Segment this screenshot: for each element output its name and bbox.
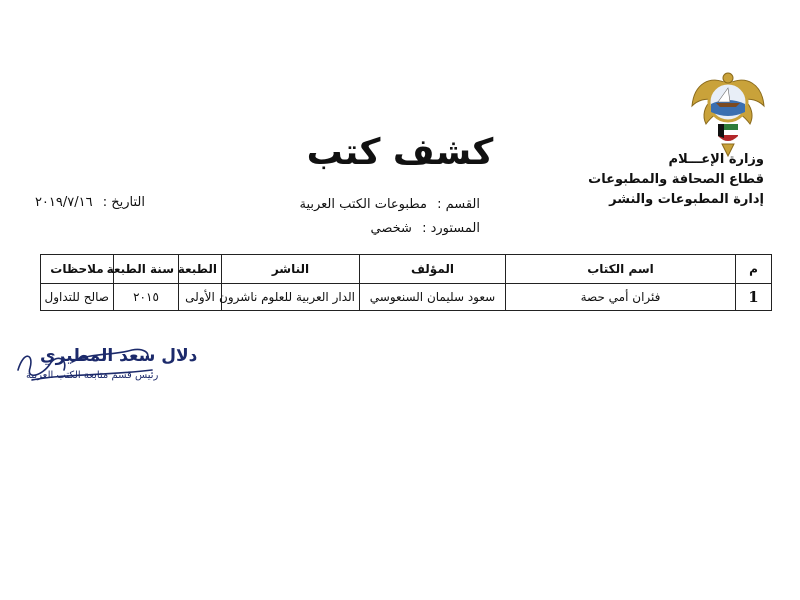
- column-header-edition: الطبعة: [179, 255, 222, 284]
- column-header-publisher: الناشر: [222, 255, 360, 284]
- cell-index: 1: [736, 284, 772, 311]
- cell-publisher: الدار العربية للعلوم ناشرون: [222, 284, 360, 311]
- section-line: [299, 197, 480, 212]
- section-value: مطبوعات الكتب العربية: [299, 197, 427, 212]
- signatory-name: دلال سعد المطيري: [40, 346, 198, 366]
- importer-line: [371, 221, 480, 236]
- column-header-index: م: [736, 255, 772, 284]
- cell-edition: الأولى: [179, 284, 222, 311]
- column-header-author: المؤلف: [360, 255, 506, 284]
- date-label: التاريخ :: [102, 195, 145, 210]
- date-line: [35, 195, 145, 210]
- document-title: كشف كتب: [306, 132, 494, 173]
- department-name: إدارة المطبوعات والنشر: [609, 192, 764, 207]
- date-value: ٢٠١٩/٧/١٦: [34, 195, 93, 210]
- sector-name: قطاع الصحافة والمطبوعات: [588, 172, 764, 187]
- cell-edition-year: ٢٠١٥: [114, 284, 179, 311]
- ministry-name: وزارة الإعـــلام: [668, 152, 764, 167]
- signatory-title: رئيس قسم متابعة الكتب العربية: [26, 370, 159, 381]
- section-label: القسم :: [437, 197, 480, 212]
- table-row: [41, 284, 772, 311]
- cell-book-title: فئران أمي حصة: [506, 284, 736, 311]
- cell-author: سعود سليمان السنعوسي: [360, 284, 506, 311]
- column-header-book-title: اسم الكتاب: [506, 255, 736, 284]
- importer-label: المستورد :: [422, 221, 480, 236]
- cell-notes: صالح للتداول: [41, 284, 114, 311]
- table-header-row: [41, 255, 772, 284]
- importer-value: شخصي: [370, 221, 412, 236]
- books-table: [40, 254, 772, 311]
- column-header-edition-year: سنة الطبعة: [114, 255, 179, 284]
- column-header-notes: ملاحظات: [41, 255, 114, 284]
